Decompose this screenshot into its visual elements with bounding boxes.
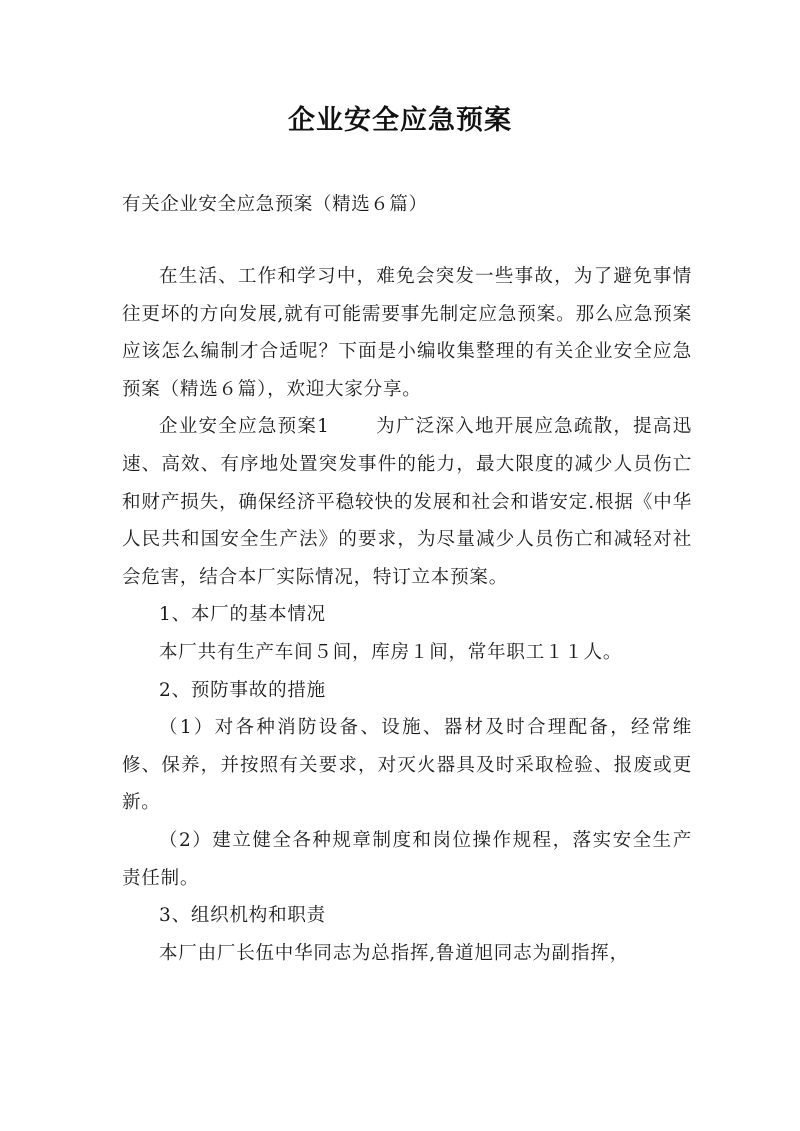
section-text: 为广泛深入地开展应急疏散，提高迅速、高效、有序地处置突发事件的能力，最大限度的减少人员伤亡和财产损失，确保经济平稳较快的发展和社会和谐安定.根据《中华人民共和国安全生产法》的要求，为尽量减少人员伤亡和减轻对社会危害，结合本厂实际情况，特订立本预案。: [122, 416, 692, 588]
prevention-measure-2: （2）建立健全各种规章制度和岗位操作规程，落实安全生产责任制。: [122, 829, 692, 889]
heading-basic-situation: 1、本厂的基本情况: [159, 604, 326, 626]
basic-situation-text: 本厂共有生产车间５间，库房１间，常年职工１１人。: [159, 641, 623, 663]
prevention-measure-1: （1）对各种消防设备、设施、器材及时合理配备，经常维修、保养，并按照有关要求，对灭火器具及时采取检验、报废或更新。: [122, 717, 692, 814]
document-subtitle: 有关企业安全应急预案（精选６篇）: [122, 194, 428, 215]
section-paragraph: [122, 408, 692, 596]
section-heading: 企业安全应急预案1: [159, 416, 330, 438]
organization-text: 本厂由厂长伍中华同志为总指挥,鲁道旭同志为副指挥，: [159, 942, 629, 964]
heading-organization: 3、组织机构和职责: [159, 905, 326, 927]
document-body: [122, 258, 692, 972]
document-title: 企业安全应急预案: [288, 105, 512, 136]
heading-prevention-measures: 2、预防事故的措施: [159, 679, 326, 701]
intro-paragraph: 在生活、工作和学习中，难免会突发一些事故，为了避免事情往更坏的方向发展,就有可能需要事先制定应急预案。那么应急预案应该怎么编制才合适呢？下面是小编收集整理的有关企业安全应急预案（精选６篇），欢迎大家分享。: [122, 266, 692, 400]
